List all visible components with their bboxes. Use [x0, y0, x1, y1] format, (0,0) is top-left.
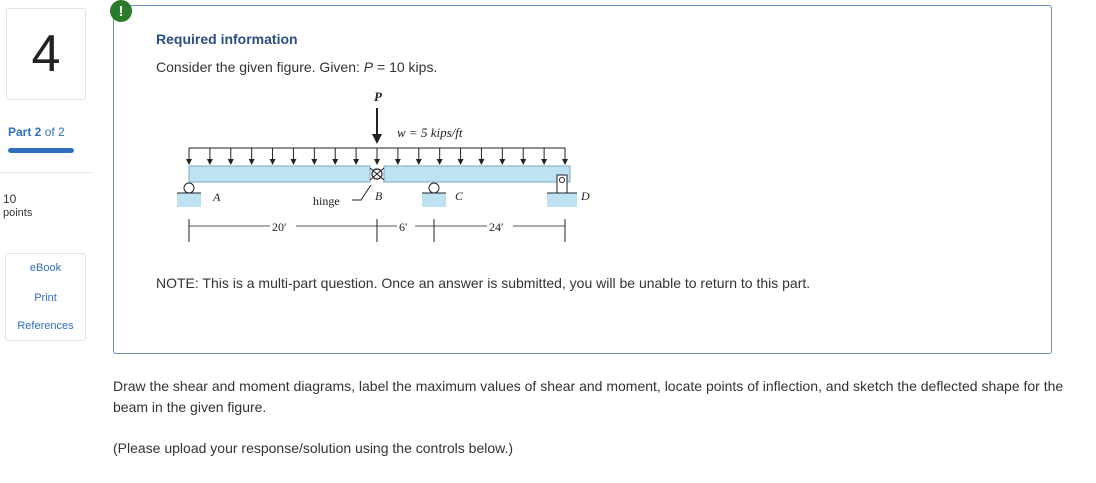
- progress-fill: [8, 148, 74, 153]
- udl-arrowhead: [458, 159, 464, 165]
- udl-arrowhead: [228, 159, 234, 165]
- given-value: = 10 kips.: [373, 59, 438, 75]
- udl-arrowhead: [311, 159, 317, 165]
- point-load-arrowhead: [372, 134, 382, 144]
- given-variable: P: [363, 59, 374, 75]
- point-a-label: A: [213, 190, 221, 204]
- udl-arrowhead: [353, 159, 359, 165]
- dim-bc: 6′: [399, 220, 408, 234]
- support-d-pin-hole: [560, 178, 565, 183]
- udl-arrowhead: [395, 159, 401, 165]
- part-of-label: of 2: [44, 125, 65, 139]
- divider: [0, 172, 92, 173]
- part-progress-bar: [8, 148, 74, 153]
- udl-arrowhead: [374, 159, 380, 165]
- udl-arrowhead: [332, 159, 338, 165]
- udl-arrowhead: [249, 159, 255, 165]
- distributed-load-label: w = 5 kips/ft: [397, 125, 463, 140]
- support-a-roller: [184, 183, 194, 193]
- support-a-base: [177, 193, 201, 207]
- upload-note: (Please upload your response/solution using the controls below.): [113, 440, 514, 456]
- udl-arrowhead: [290, 159, 296, 165]
- support-c-roller: [429, 183, 439, 193]
- required-information-title: Required information: [156, 31, 298, 47]
- given-text: Consider the given figure. Given:: [156, 59, 364, 75]
- beam-segment-left: [189, 166, 370, 182]
- udl-arrowhead: [478, 159, 484, 165]
- points-label: points: [3, 207, 33, 219]
- udl-arrowhead: [270, 159, 276, 165]
- udl-arrowhead: [416, 159, 422, 165]
- udl-arrowhead: [520, 159, 526, 165]
- resource-links-panel: [5, 253, 86, 341]
- beam-segment-right: [384, 166, 570, 182]
- points-value: 10: [3, 192, 17, 206]
- udl-arrowhead: [499, 159, 505, 165]
- distributed-load-arrows: [186, 148, 568, 165]
- point-c-label: C: [455, 189, 464, 203]
- part-indicator: [8, 125, 65, 139]
- given-statement: [156, 59, 437, 75]
- point-d-label: D: [581, 189, 590, 203]
- question-instructions: Draw the shear and moment diagrams, label the maximum values of shear and moment, locate points of inflection, and sketch the deflected shape for the beam in the given figure.: [113, 378, 1064, 415]
- hinge-leader: [352, 185, 371, 200]
- ebook-link[interactable]: eBook: [29, 262, 62, 274]
- udl-arrowhead: [437, 159, 443, 165]
- multipart-note: NOTE: This is a multi-part question. Once an answer is submitted, you will be unable to return to this part.: [156, 275, 811, 291]
- point-load-label: P: [374, 89, 382, 104]
- question-number: 4: [6, 8, 86, 100]
- udl-arrowhead: [186, 159, 192, 165]
- support-d-base: [547, 193, 577, 207]
- udl-arrowhead: [207, 159, 213, 165]
- part-label: Part 2: [8, 125, 42, 139]
- references-link[interactable]: References: [17, 320, 74, 332]
- dim-ab: 20′: [272, 220, 287, 234]
- udl-arrowhead: [541, 159, 547, 165]
- exclamation-icon: !: [110, 0, 132, 22]
- udl-arrowhead: [562, 159, 568, 165]
- support-c-base: [422, 193, 446, 207]
- hinge-label: hinge: [313, 194, 340, 208]
- beam-figure: [175, 86, 605, 246]
- point-b-label: B: [375, 189, 383, 203]
- dim-cd: 24′: [489, 220, 504, 234]
- print-link[interactable]: Print: [34, 292, 57, 304]
